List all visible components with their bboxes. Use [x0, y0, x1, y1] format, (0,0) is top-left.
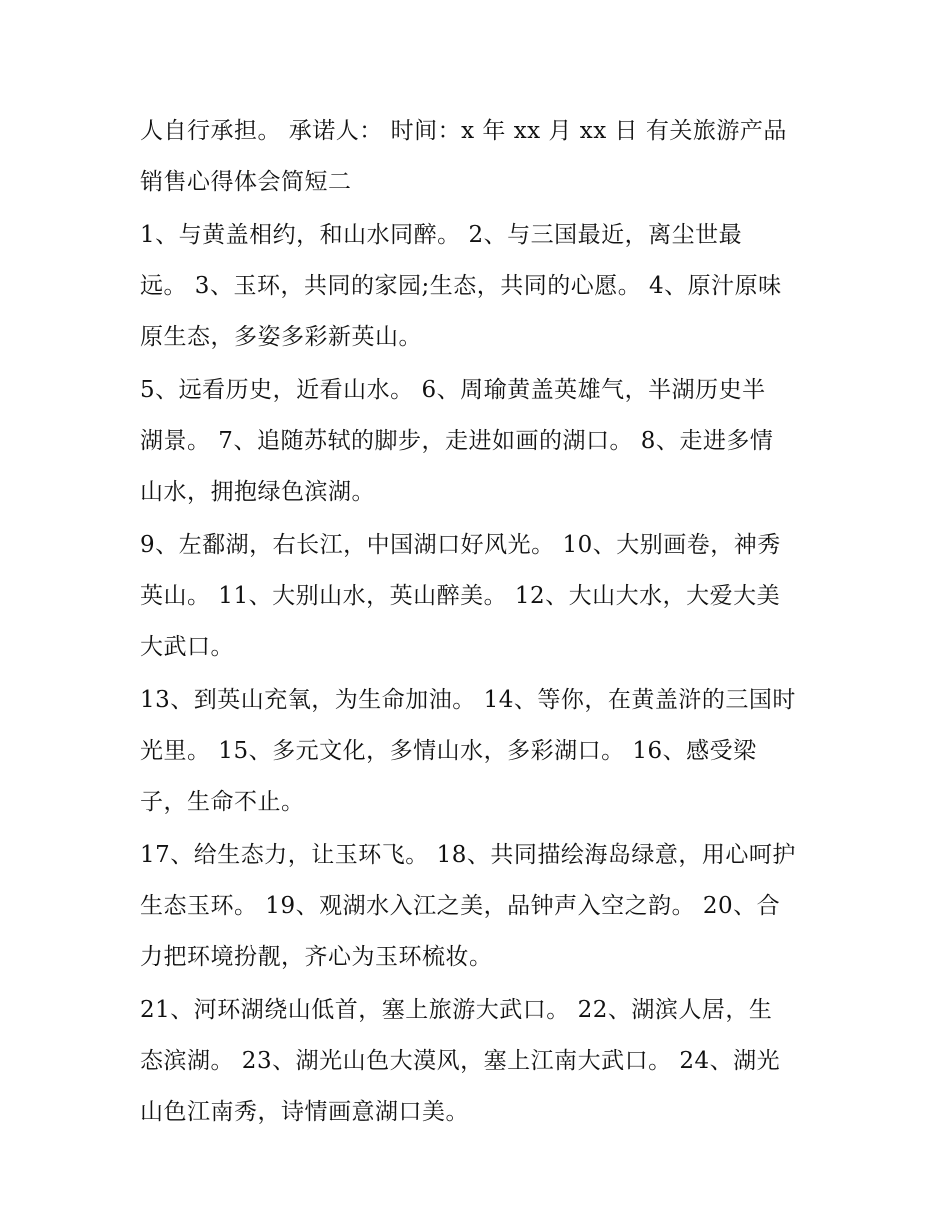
text-line: 湖景。 7、追随苏轼的脚步，走进如画的湖口。 8、走进多情: [140, 428, 774, 454]
text-line: 光里。 15、多元文化，多情山水，多彩湖口。 16、感受梁: [140, 738, 757, 764]
paragraph-4: [140, 520, 820, 673]
text-line: 5、远看历史，近看山水。 6、周瑜黄盖英雄气，半湖历史半: [140, 377, 766, 403]
document-body: [140, 106, 820, 1140]
text-line: 9、左鄱湖，右长江，中国湖口好风光。 10、大别画卷，神秀: [140, 532, 781, 558]
paragraph-3: [140, 365, 820, 518]
text-line: 态滨湖。 23、湖光山色大漠风，塞上江南大武口。 24、湖光: [140, 1048, 781, 1074]
text-line: 力把环境扮靓，齐心为玉环梳妆。: [140, 944, 493, 970]
text-line: 13、到英山充氧，为生命加油。 14、等你，在黄盖浒的三国时: [140, 687, 796, 713]
text-line: 17、给生态力，让玉环飞。 18、共同描绘海岛绿意，用心呵护: [140, 842, 796, 868]
text-line: 英山。 11、大别山水，英山醉美。 12、大山大水，大爱大美: [140, 583, 781, 609]
text-line: 21、河环湖绕山低首，塞上旅游大武口。 22、湖滨人居，生: [140, 997, 773, 1023]
text-line: 大武口。: [140, 634, 234, 660]
paragraph-7: [140, 985, 820, 1138]
paragraph-1: [140, 106, 820, 208]
text-line: 生态玉环。 19、观湖水入江之美，品钟声入空之韵。 20、合: [140, 893, 781, 919]
paragraph-5: [140, 675, 820, 828]
text-line: 山色江南秀，诗情画意湖口美。: [140, 1099, 469, 1125]
text-line: 原生态，多姿多彩新英山。: [140, 324, 422, 350]
text-line: 1、与黄盖相约，和山水同醉。 2、与三国最近，离尘世最: [140, 222, 743, 248]
text-line: 人自行承担。 承诺人： 时间：x 年 xx 月 xx 日 有关旅游产品: [140, 118, 787, 144]
text-line: 远。 3、玉环，共同的家园;生态，共同的心愿。 4、原汁原味: [140, 273, 782, 299]
paragraph-6: [140, 830, 820, 983]
text-line: 山水，拥抱绿色滨湖。: [140, 479, 375, 505]
paragraph-2: [140, 210, 820, 363]
text-line: 销售心得体会简短二: [140, 169, 352, 195]
text-line: 子，生命不止。: [140, 789, 305, 815]
